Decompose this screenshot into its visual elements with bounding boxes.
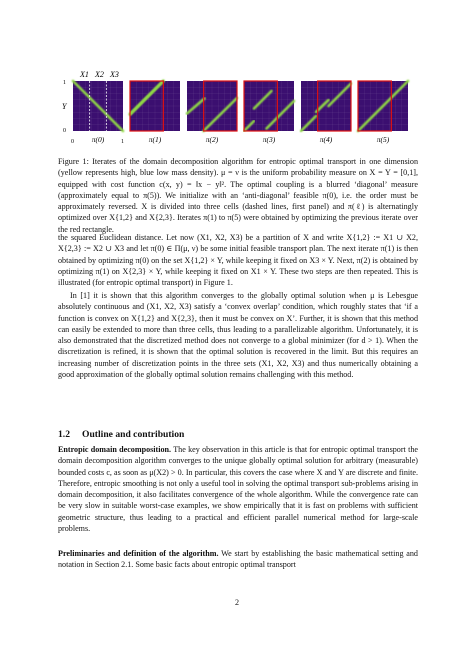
figure-caption: Figure 1: Iterates of the domain decomposition algorithm for entropic optimal transport in one dimension (yellow represents high, blue low mass density). μ = ν is the uniform probability measure on X = Y = [0,1], equipped with cost function c(x, y) = ‖x − y‖². The optimal coupling is a blurred ‘diagonal’ measure (approximately equal to π(5)). We initialize with an ‘anti-diagonal’ feasible π(0), i.e. the order must be approximately reversed. X is divided into three cells (dashed lines, first panel) and π(ℓ) is alternatingly optimized over X{1,2} and X{2,3}. Iterates π(1) to π(5) were obtained by optimizing the previous iterate over the red rectangle. [58, 157, 418, 234]
panel-label: π(4) [319, 135, 333, 144]
coupling-panel-2 [187, 81, 237, 144]
set-label-x2: X2 [95, 70, 104, 79]
section-title: Outline and contribution [82, 429, 185, 440]
panel-label: π(5) [376, 135, 390, 144]
panel-label: π(1) [148, 135, 162, 144]
section-heading [58, 429, 184, 440]
x-tick-left: 0 [71, 139, 74, 145]
paragraph-text: The key observation in this article is that for entropic optimal transport the domain decomposition algorithm converges to the unique globally optimal solution for arbitrary (measurable) bounded costs c, as soon as μ(X2) > 0. In particular, this covers the case where X and Y are discrete and finite. Therefore, entropic smoothing is not only a useful tool in solving the optimal transport sub-problems arising in domain decomposition, it also facilitates convergence of the whole algorithm. While the convergence rate can be very slow in suitable worst-case examples, we show empirically that it is fast on problems with sufficient geometric structure, thus leading to a practical and efficient parallel numerical method for large-scale problems. [58, 445, 418, 534]
coupling-panel-3 [244, 81, 294, 144]
run-in-heading: Entropic domain decomposition. [58, 445, 172, 454]
paragraph-text: the squared Euclidean distance. Let now (X1, X2, X3) be a partition of X and write X{1,2} := X1 ∪ X2, X{2,3} := X2 ∪ X3 and let π(0) ∈ Π(μ, ν) be some initial feasible transport plan. The next iterate π(1) is then obtained by optimizing π(0) on the set X{1,2} × Y, while keeping it fixed on X3 × Y. Next, π(2) is obtained by optimizing π(1) on X{2,3} × Y, while keeping it fixed on X1 × Y. These two steps are then repeated. This is illustrated (for entropic optimal transport) in Figure 1. [58, 233, 418, 288]
coupling-panel-1 [130, 81, 180, 144]
paragraph-convergence [58, 290, 418, 380]
paragraph-preliminaries [58, 548, 418, 571]
coupling-panel-4 [301, 81, 351, 144]
panel-label: π(2) [205, 135, 219, 144]
paragraph-text: In [1] it is shown that this algorithm converges to the globally optimal solution when μ is Lebesgue absolutely continuous and (X1, X2, X3) satisfy a ‘convex overlap’ condition, which roughly states that ‘if a function is convex on X{1,2} and X{2,3}, then it must be convex on X’. Further, it is shown that this method can easily be extended to more than three cells, thus leading to a parallelizable algorithm. Unfortunately, it is also demonstrated that the discretized method does not converge to a global minimizer (for d > 1). When the discretization is refined, it is shown that the optimal solution is recovered in the limit. But this requires an increasing number of discretization points in the three sets (X1, X2, X3) and thus numerically obtaining a good approximation of the globally optimal solution remains challenging with this method. [58, 291, 418, 380]
figure-1 [58, 66, 418, 156]
x-tick-right: 1 [121, 139, 124, 145]
set-label-x1: X1 [80, 70, 89, 79]
run-in-heading: Preliminaries and definition of the algorithm. [58, 549, 219, 558]
section-number: 1.2 [58, 429, 70, 440]
page-number: 2 [234, 598, 240, 607]
y-axis-label: Y [62, 102, 67, 111]
coupling-panel-0 [73, 81, 123, 144]
paragraph-text: We start by establishing the basic mathematical setting and notation in Section 2.1. Some basic facts about entropic optimal transport [58, 549, 418, 570]
set-label-x3: X3 [110, 70, 119, 79]
y-tick-bottom: 0 [63, 128, 66, 134]
paragraph-continuation [58, 232, 418, 288]
y-tick-top: 1 [63, 80, 66, 86]
panel-label: π(0) [91, 135, 105, 144]
panel-label: π(3) [262, 135, 276, 144]
coupling-panel-5 [358, 81, 408, 144]
paragraph-entropic [58, 444, 418, 534]
